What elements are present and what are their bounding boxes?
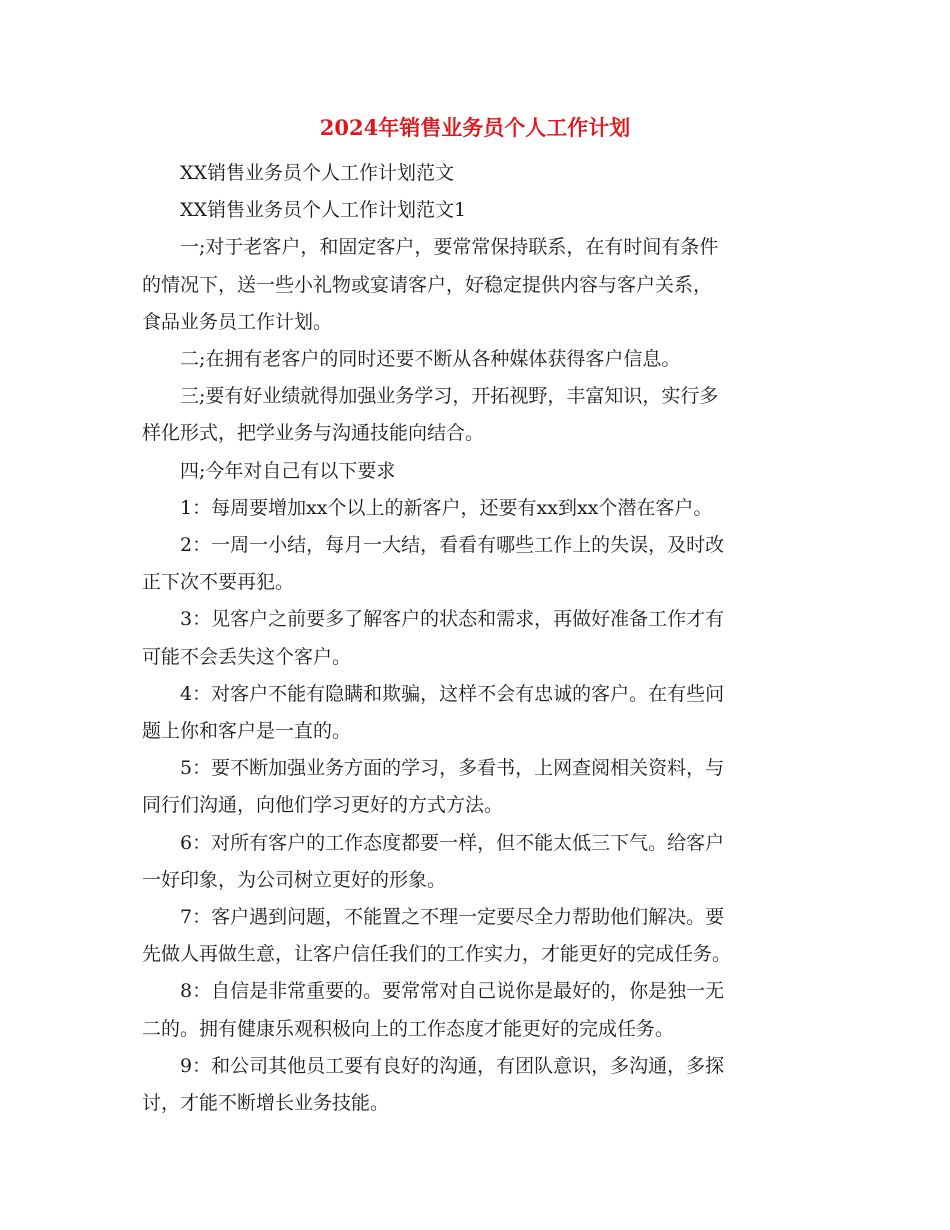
paragraph <box>142 192 808 229</box>
paragraph-line: 样化形式，把学业务与沟通技能向结合。 <box>142 422 485 445</box>
paragraph <box>142 378 808 452</box>
paragraph <box>142 341 808 378</box>
paragraph <box>142 825 808 899</box>
paragraph-line: 先做人再做生意，让客户信任我们的工作实力，才能更好的完成任务。 <box>142 943 732 966</box>
paragraph-line: XX销售业务员个人工作计划范文 <box>180 162 455 184</box>
paragraph-line: 三;要有好业绩就得加强业务学习，开拓视野，丰富知识，实行多 <box>180 385 719 408</box>
paragraph <box>142 453 808 490</box>
document-body <box>142 155 808 1122</box>
paragraph-line: 1：每周要增加xx个以上的新客户，还要有xx到xx个潜在客户。 <box>180 496 713 519</box>
paragraph-line: 2：一周一小结，每月一大结，看看有哪些工作上的失误，及时改 <box>180 534 725 557</box>
paragraph-line: 可能不会丢失这个客户。 <box>142 645 352 668</box>
paragraph-line: 四;今年对自己有以下要求 <box>180 459 396 482</box>
paragraph <box>142 155 808 192</box>
paragraph <box>142 973 808 1047</box>
paragraph-line: 7：客户遇到问题，不能置之不理一定要尽全力帮助他们解决。要 <box>180 906 725 929</box>
paragraph-line: 的情况下，送一些小礼物或宴请客户，好稳定提供内容与客户关系， <box>142 273 713 296</box>
paragraph-line: 5：要不断加强业务方面的学习，多看书，上网查阅相关资料，与 <box>180 757 725 780</box>
paragraph-line: 二的。拥有健康乐观积极向上的工作态度才能更好的完成任务。 <box>142 1017 675 1040</box>
paragraph-line: XX销售业务员个人工作计划范文1 <box>180 199 467 222</box>
paragraph-line: 8：自信是非常重要的。要常常对自己说你是最好的，你是独一无 <box>180 980 725 1003</box>
paragraph <box>142 899 808 973</box>
paragraph <box>142 750 808 824</box>
document-title: 2024年销售业务员个人工作计划 <box>319 115 631 140</box>
paragraph <box>142 1048 808 1122</box>
paragraph-line: 二;在拥有老客户的同时还要不断从各种媒体获得客户信息。 <box>180 348 681 371</box>
paragraph-line: 9：和公司其他员工要有良好的沟通，有团队意识，多沟通，多探 <box>180 1054 725 1077</box>
paragraph-line: 正下次不要再犯。 <box>142 571 295 594</box>
paragraph <box>142 229 808 341</box>
paragraph-line: 6：对所有客户的工作态度都要一样，但不能太低三下气。给客户 <box>180 831 725 854</box>
paragraph-line: 讨，才能不断增长业务技能。 <box>142 1092 390 1115</box>
paragraph-line: 一;对于老客户，和固定客户，要常常保持联系，在有时间有条件 <box>180 236 719 259</box>
paragraph <box>142 601 808 675</box>
paragraph-line: 食品业务员工作计划。 <box>142 310 333 333</box>
paragraph-line: 一好印象，为公司树立更好的形象。 <box>142 868 447 891</box>
paragraph-line: 3：见客户之前要多了解客户的状态和需求，再做好准备工作才有 <box>180 608 725 631</box>
paragraph <box>142 527 808 601</box>
paragraph-line: 4：对客户不能有隐瞒和欺骗，这样不会有忠诚的客户。在有些问 <box>180 682 725 705</box>
paragraph-line: 题上你和客户是一直的。 <box>142 720 352 743</box>
paragraph <box>142 676 808 750</box>
paragraph-line: 同行们沟通，向他们学习更好的方式方法。 <box>142 794 504 817</box>
paragraph <box>142 490 808 527</box>
